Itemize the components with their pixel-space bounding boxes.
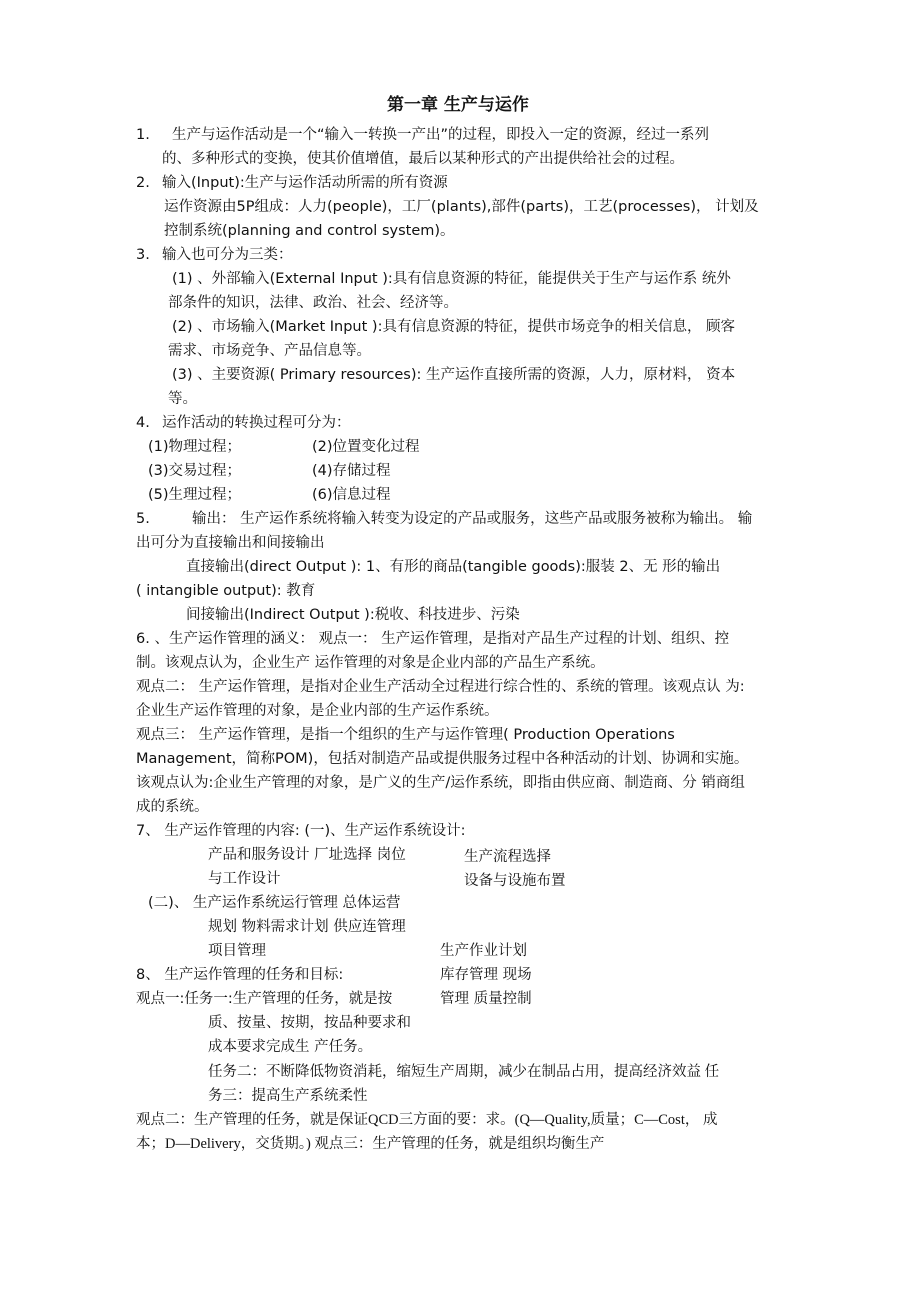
- list-item: (1)物理过程；: [148, 439, 242, 455]
- paragraph-line: 7、 生产运作管理的内容: (一)、生产运作系统设计:: [136, 823, 466, 839]
- paragraph-line: 与工作设计: [208, 871, 281, 887]
- paragraph-line: 运作活动的转换过程可分为：: [162, 415, 351, 431]
- item-number: 1.: [136, 127, 150, 143]
- paragraph-line: 成本要求完成生 产任务。: [208, 1039, 373, 1055]
- paragraph-line: 输入也可分为三类：: [162, 247, 293, 263]
- paragraph-line: 库存管理 现场: [440, 967, 532, 983]
- paragraph-line: 管理 质量控制: [440, 991, 532, 1007]
- list-item: (3)交易过程；: [148, 463, 242, 479]
- paragraph-line: 直接输出(direct Output ): 1、有形的商品(tangible goods):服装 2、无 形的输出: [186, 559, 721, 575]
- paragraph-line: 控制系统(planning and control system)。: [164, 223, 455, 239]
- paragraph-line: 输出： 生产运作系统将输入转变为设定的产品或服务，这些产品或服务被称为输出。 输: [192, 511, 753, 527]
- paragraph-line: Management，简称POM)，包括对制造产品或提供服务过程中各种活动的计划、协调和实施。: [136, 751, 749, 767]
- item-number: 2.: [136, 175, 150, 191]
- paragraph-line: ( intangible output): 教育: [136, 583, 316, 599]
- paragraph-line: 8、 生产运作管理的任务和目标:: [136, 967, 344, 983]
- paragraph-line: 等。: [168, 391, 197, 407]
- paragraph-line: 质、按量、按期，按品种要求和: [208, 1015, 411, 1031]
- paragraph-line: 企业生产运作管理的对象，是企业内部的生产运作系统。: [136, 703, 499, 719]
- item-number: 3.: [136, 247, 150, 263]
- paragraph-line: 制。该观点认为，企业生产 运作管理的对象是企业内部的产品生产系统。: [136, 655, 605, 671]
- item-number: 4.: [136, 415, 150, 431]
- paragraph-line: 观点一:任务一:生产管理的任务，就是按: [136, 991, 393, 1007]
- paragraph-line: 规划 物料需求计划 供应连管理: [208, 919, 406, 935]
- paragraph-line: 的、多种形式的变换，使其价值增值，最后以某种形式的产出提供给社会的过程。: [162, 151, 684, 167]
- item-number: 5.: [136, 511, 150, 527]
- paragraph-line: 生产作业计划: [440, 943, 527, 959]
- paragraph-line: (二)、 生产运作系统运行管理 总体运营: [148, 895, 401, 911]
- paragraph-line: 部条件的知识，法律、政治、社会、经济等。: [168, 295, 458, 311]
- list-item: (4)存储过程: [312, 463, 391, 479]
- paragraph-line: 生产流程选择: [464, 849, 551, 865]
- paragraph-line: 运作资源由5P组成：人力(people)，工厂(plants),部件(parts)，工艺(processes)， 计划及: [164, 199, 759, 215]
- list-item: (6)信息过程: [312, 487, 391, 503]
- paragraph-line: 生产与运作活动是一个“输入一转换一产出”的过程，即投入一定的资源，经过一系列: [172, 127, 710, 143]
- chapter-title: 第一章 生产与运作: [387, 95, 529, 115]
- paragraph-line: 本；D—Delivery，交货期。) 观点三：生产管理的任务，就是组织均衡生产: [136, 1136, 605, 1152]
- paragraph-line: 需求、市场竞争、产品信息等。: [168, 343, 371, 359]
- paragraph-line: 务三：提高生产系统柔性: [208, 1088, 368, 1104]
- paragraph-line: 项目管理: [208, 943, 266, 959]
- list-item: (5)生理过程；: [148, 487, 242, 503]
- paragraph-line: (1) 、外部输入(External Input ):具有信息资源的特征，能提供关于生产与运作系 统外: [172, 271, 731, 287]
- paragraph-line: (2) 、市场输入(Market Input ):具有信息资源的特征，提供市场竞争的相关信息， 顾客: [172, 319, 736, 335]
- paragraph-line: 产品和服务设计 厂址选择 岗位: [208, 847, 406, 863]
- paragraph-line: 该观点认为:企业生产管理的对象，是广义的生产/运作系统，即指由供应商、制造商、分 销商组: [136, 775, 745, 791]
- paragraph-line: 6. 、生产运作管理的涵义： 观点一： 生产运作管理，是指对产品生产过程的计划、组织、控: [136, 631, 730, 647]
- paragraph-line: 设备与设施布置: [464, 873, 566, 889]
- paragraph-line: 出可分为直接输出和间接输出: [136, 535, 325, 551]
- list-item: (2)位置变化过程: [312, 439, 420, 455]
- paragraph-line: 任务二：不断降低物资消耗，缩短生产周期，减少在制品占用，提高经济效益 任: [208, 1064, 720, 1080]
- paragraph-line: (3) 、主要资源( Primary resources): 生产运作直接所需的资源，人力，原材料， 资本: [172, 367, 736, 383]
- paragraph-line: 观点二： 生产运作管理，是指对企业生产活动全过程进行综合性的、系统的管理。该观点认 为:: [136, 679, 745, 695]
- paragraph-line: 成的系统。: [136, 799, 209, 815]
- paragraph-line: 观点二：生产管理的任务，就是保证QCD三方面的要：求。(Q—Quality,质量；C—Cost， 成: [136, 1112, 718, 1128]
- paragraph-line: 间接输出(Indirect Output ):税收、科技进步、污染: [186, 607, 520, 623]
- paragraph-line: 观点三： 生产运作管理，是指一个组织的生产与运作管理( Production Operations: [136, 727, 675, 743]
- paragraph-line: 输入(Input):生产与运作活动所需的所有资源: [162, 175, 448, 191]
